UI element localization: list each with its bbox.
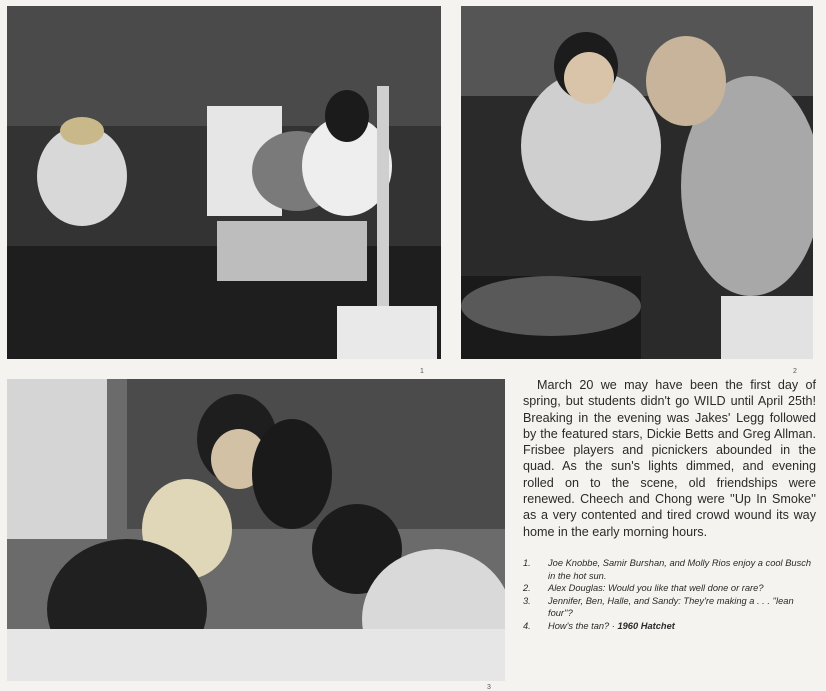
photo-lawn-chairs [7,6,441,359]
caption-number: 4. [523,620,531,631]
photo-picnic [7,379,505,681]
photo-number-2: 2 [793,368,797,375]
photo-credit: 1960 Hatchet [617,620,675,631]
caption-number: 2. [523,583,531,594]
caption-item [523,620,819,633]
photo-picnic-image [7,379,505,681]
caption-number: 3. [523,595,531,606]
article-paragraph: March 20 we may have been the first day of spring, but students didn't go WILD until April 25th! Breaking in the evening was Jakes' Legg followed by the featured stars, Dickie Betts and Greg Allman. Frisbee players and picnickers abounded in the quad. As the sun's lights dimmed, and evening rolled on to the scene, old friendships were renewed. Cheech and Chong were ''Up In Smoke'' as a very contented and tired crowd wound its way home in the early morning hours. [523,378,816,539]
caption-text: Joe Knobbe, Samir Burshan, and Molly Rios enjoy a cool Busch in the hot sun. [548,558,812,581]
photo-grilling-image [461,6,813,359]
photo-grilling [461,6,813,359]
photo-number-3: 3 [487,684,491,691]
photo-lawn-chairs-image [7,6,441,359]
caption-text: Jennifer, Ben, Halle, and Sandy: They're making a . . . ''lean four''? [548,595,794,619]
caption-text: Alex Douglas: Would you like that well done or rare? [548,583,764,594]
caption-text: How's the tan? · [548,620,618,631]
photo-number-1: 1 [420,368,424,375]
caption-item [523,595,819,620]
caption-item [523,582,819,595]
caption-item [523,557,819,582]
caption-number: 1. [523,558,531,568]
caption-list [523,557,819,633]
